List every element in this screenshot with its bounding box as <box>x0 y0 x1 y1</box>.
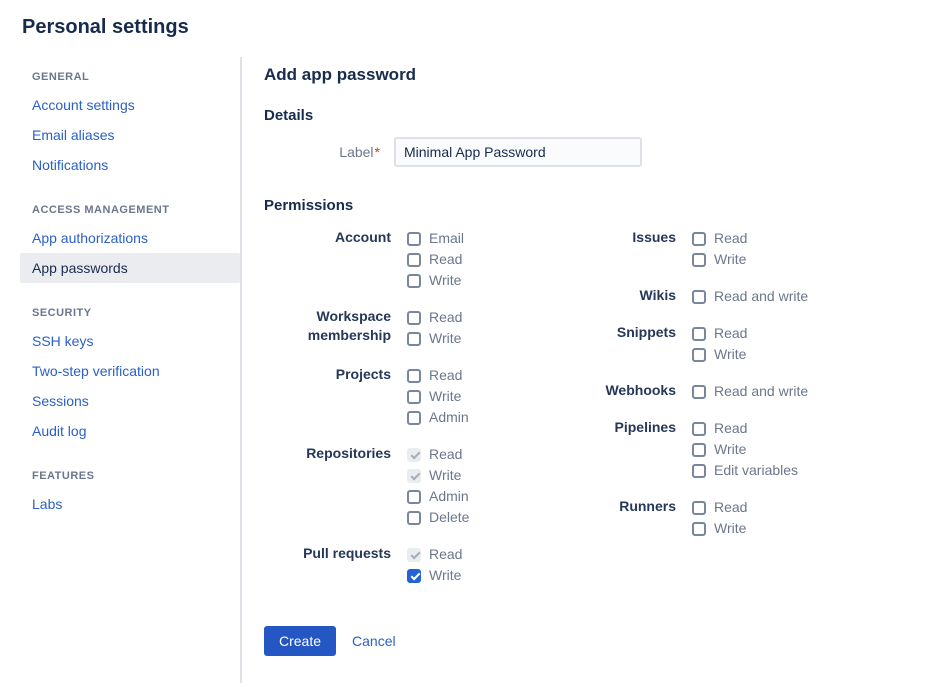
permissions-column-left <box>264 228 562 602</box>
permission-group-label-snippets: Snippets <box>616 324 676 340</box>
sidebar-section-heading-security: SECURITY <box>32 307 92 319</box>
permission-options-projects <box>407 365 469 428</box>
permission-options-account <box>407 228 464 291</box>
checkbox-projects-admin[interactable] <box>407 411 421 425</box>
option-label-pipelines-edit-variables: Edit variables <box>714 462 799 478</box>
option-repositories-admin[interactable] <box>407 486 469 507</box>
permission-group-label-runners: Runners <box>619 498 676 514</box>
permission-options-repositories <box>407 444 469 528</box>
option-pull-requests-write[interactable] <box>407 565 462 586</box>
permissions-heading: Permissions <box>264 197 354 214</box>
checkbox-webhooks-read-and-write[interactable] <box>692 385 706 399</box>
permission-group-wikis <box>562 286 808 307</box>
sidebar-item-sessions[interactable]: Sessions <box>32 393 89 409</box>
sidebar <box>0 57 240 683</box>
option-repositories-read <box>407 444 469 465</box>
option-label-workspace-membership-read: Read <box>429 309 463 325</box>
checkbox-wikis-read-and-write[interactable] <box>692 290 706 304</box>
option-repositories-delete[interactable] <box>407 507 469 528</box>
option-pipelines-edit-variables[interactable] <box>692 460 798 481</box>
checkbox-snippets-write[interactable] <box>692 348 706 362</box>
option-label-runners-write: Write <box>714 520 747 536</box>
checkbox-account-email[interactable] <box>407 232 421 246</box>
permission-group-label-pipelines: Pipelines <box>614 419 676 435</box>
permission-group-pipelines <box>562 418 808 481</box>
sidebar-section-access-management <box>20 194 240 283</box>
option-repositories-write <box>407 465 469 486</box>
checkbox-repositories-admin[interactable] <box>407 490 421 504</box>
settings-layout <box>0 57 936 683</box>
permission-group-account <box>264 228 562 291</box>
permission-group-label-projects: Projects <box>335 366 391 382</box>
option-label-projects-admin: Admin <box>429 409 469 425</box>
sidebar-item-labs[interactable]: Labs <box>32 496 63 512</box>
sidebar-section-heading-general: GENERAL <box>32 71 90 83</box>
option-label-repositories-read: Read <box>429 446 463 462</box>
permission-group-label-issues: Issues <box>632 229 676 245</box>
add-app-password-heading: Add app password <box>264 65 417 84</box>
option-label-wikis-read-and-write: Read and write <box>714 288 809 304</box>
option-label-pipelines-read: Read <box>714 420 748 436</box>
option-label-snippets-write: Write <box>714 346 747 362</box>
required-asterisk: * <box>374 144 380 160</box>
option-projects-read[interactable] <box>407 365 469 386</box>
option-account-write[interactable] <box>407 270 464 291</box>
option-label-repositories-write: Write <box>429 467 462 483</box>
permission-options-runners <box>692 497 747 539</box>
option-wikis-read-and-write[interactable] <box>692 286 808 307</box>
permissions-columns <box>264 228 936 602</box>
option-label-snippets-read: Read <box>714 325 748 341</box>
option-pull-requests-read <box>407 544 462 565</box>
sidebar-section-general <box>20 61 240 180</box>
label-field-label <box>264 144 394 160</box>
sidebar-item-email-aliases[interactable]: Email aliases <box>32 127 115 143</box>
permission-options-pull-requests <box>407 544 462 586</box>
checkbox-projects-read[interactable] <box>407 369 421 383</box>
option-label-projects-write: Write <box>429 388 462 404</box>
option-account-email[interactable] <box>407 228 464 249</box>
option-label-runners-read: Read <box>714 499 748 515</box>
permission-options-pipelines <box>692 418 798 481</box>
permission-options-workspace-membership <box>407 307 462 349</box>
label-field-label-text: Label <box>339 144 374 160</box>
option-label-issues-read: Read <box>714 230 748 246</box>
checkbox-account-read[interactable] <box>407 253 421 267</box>
checkbox-account-write[interactable] <box>407 274 421 288</box>
permission-group-label-account: Account <box>335 229 391 245</box>
permission-group-snippets <box>562 323 808 365</box>
permission-group-label-repositories: Repositories <box>306 445 391 461</box>
main-content <box>240 57 936 683</box>
option-label-projects-read: Read <box>429 367 463 383</box>
permission-options-snippets <box>692 323 747 365</box>
option-snippets-write[interactable] <box>692 344 747 365</box>
sidebar-item-app-authorizations[interactable]: App authorizations <box>32 230 148 246</box>
option-label-account-read: Read <box>429 251 463 267</box>
checkbox-repositories-delete[interactable] <box>407 511 421 525</box>
option-label-account-write: Write <box>429 272 462 288</box>
option-pipelines-read[interactable] <box>692 418 798 439</box>
checkbox-pull-requests-read <box>407 548 421 562</box>
option-workspace-membership-write[interactable] <box>407 328 462 349</box>
checkbox-workspace-membership-write[interactable] <box>407 332 421 346</box>
option-account-read[interactable] <box>407 249 464 270</box>
permission-group-repositories <box>264 444 562 528</box>
option-label-pipelines-write: Write <box>714 441 747 457</box>
permission-group-projects <box>264 365 562 428</box>
label-input[interactable] <box>394 137 642 167</box>
create-button[interactable]: Create <box>264 626 336 656</box>
option-snippets-read[interactable] <box>692 323 747 344</box>
checkbox-issues-read[interactable] <box>692 232 706 246</box>
option-workspace-membership-read[interactable] <box>407 307 462 328</box>
form-actions <box>264 626 936 656</box>
permission-group-runners <box>562 497 808 539</box>
sidebar-item-account-settings[interactable]: Account settings <box>32 97 135 113</box>
option-label-issues-write: Write <box>714 251 747 267</box>
option-label-pull-requests-read: Read <box>429 546 463 562</box>
option-projects-admin[interactable] <box>407 407 469 428</box>
checkbox-pipelines-edit-variables[interactable] <box>692 464 706 478</box>
option-runners-write[interactable] <box>692 518 747 539</box>
sidebar-section-security <box>20 297 240 446</box>
permission-group-label-webhooks: Webhooks <box>605 382 676 398</box>
sidebar-item-app-passwords[interactable]: App passwords <box>20 253 240 283</box>
checkbox-pull-requests-write[interactable] <box>407 569 421 583</box>
option-label-workspace-membership-write: Write <box>429 330 462 346</box>
checkbox-snippets-read[interactable] <box>692 327 706 341</box>
option-issues-read[interactable] <box>692 228 747 249</box>
sidebar-item-two-step-verification[interactable]: Two-step verification <box>32 363 160 379</box>
permission-group-pull-requests <box>264 544 562 586</box>
option-issues-write[interactable] <box>692 249 747 270</box>
checkbox-workspace-membership-read[interactable] <box>407 311 421 325</box>
checkbox-pipelines-read[interactable] <box>692 422 706 436</box>
checkbox-issues-write[interactable] <box>692 253 706 267</box>
permission-group-label-pull-requests: Pull requests <box>303 545 391 561</box>
sidebar-section-heading-access-management: ACCESS MANAGEMENT <box>32 204 170 216</box>
sidebar-section-features <box>20 460 240 519</box>
checkbox-repositories-read <box>407 448 421 462</box>
checkbox-runners-write[interactable] <box>692 522 706 536</box>
option-label-repositories-admin: Admin <box>429 488 469 504</box>
permission-options-wikis <box>692 286 808 307</box>
sidebar-item-notifications[interactable]: Notifications <box>32 157 109 173</box>
permission-options-issues <box>692 228 747 270</box>
option-pipelines-write[interactable] <box>692 439 798 460</box>
permission-group-label-workspace-membership: Workspace membership <box>307 308 391 343</box>
permission-options-webhooks <box>692 381 808 402</box>
checkbox-runners-read[interactable] <box>692 501 706 515</box>
permission-group-workspace-membership <box>264 307 562 349</box>
option-label-repositories-delete: Delete <box>429 509 470 525</box>
checkbox-repositories-write <box>407 469 421 483</box>
option-projects-write[interactable] <box>407 386 469 407</box>
details-heading: Details <box>264 107 314 124</box>
option-runners-read[interactable] <box>692 497 747 518</box>
option-label-account-email: Email <box>429 230 465 246</box>
checkbox-projects-write[interactable] <box>407 390 421 404</box>
checkbox-pipelines-write[interactable] <box>692 443 706 457</box>
permissions-column-right <box>562 228 808 555</box>
label-form-row <box>264 137 936 167</box>
sidebar-item-ssh-keys[interactable]: SSH keys <box>32 333 94 349</box>
page-title: Personal settings <box>22 16 189 38</box>
option-webhooks-read-and-write[interactable] <box>692 381 808 402</box>
cancel-button[interactable]: Cancel <box>352 633 396 649</box>
option-label-pull-requests-write: Write <box>429 567 462 583</box>
permission-group-issues <box>562 228 808 270</box>
permission-group-webhooks <box>562 381 808 402</box>
option-label-webhooks-read-and-write: Read and write <box>714 383 809 399</box>
sidebar-section-heading-features: FEATURES <box>32 470 95 482</box>
permission-group-label-wikis: Wikis <box>639 287 676 303</box>
sidebar-item-audit-log[interactable]: Audit log <box>32 423 87 439</box>
